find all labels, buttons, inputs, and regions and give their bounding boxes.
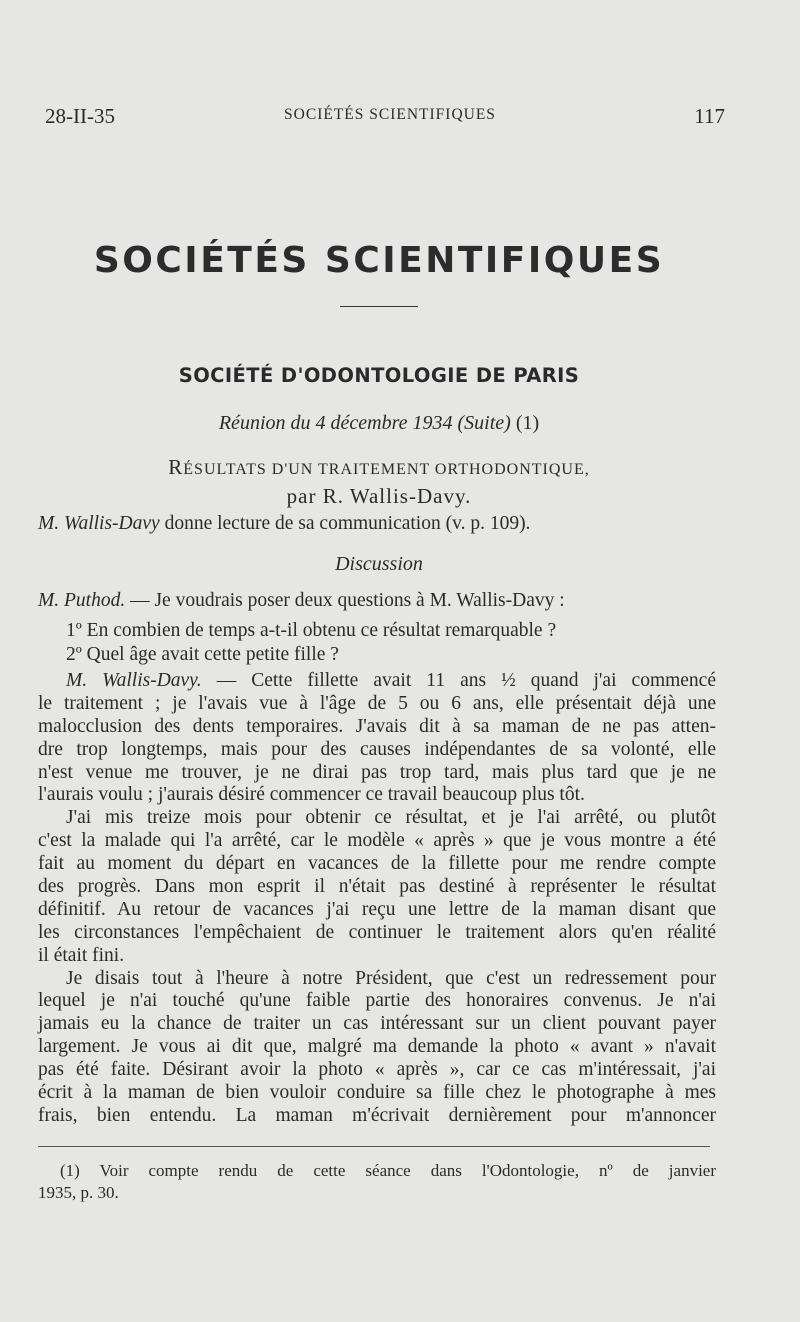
footnote-line: (1) Voir compte rendu de cette séance dans l'Odontologie, nº de janvier (60, 1161, 716, 1180)
text-line: des progrès. Dans mon esprit il n'était pas destiné à représenter le résultat (38, 876, 716, 898)
society-heading: SOCIÉTÉ D'ODONTOLOGIE DE PARIS (178, 364, 580, 387)
question-intro-text: — Je voudrais poser deux questions à M. Wallis-Davy : (130, 590, 565, 611)
text-line: largement. Je vous ai dit que, malgré ma demande la photo « avant » n'avait (38, 1036, 716, 1058)
communication-text: donne lecture de sa communication (v. p. 109). (164, 513, 531, 534)
question-intro (38, 589, 716, 612)
text-line: définitif. Au retour de vacances j'ai reçu une lettre de la maman disant que (38, 898, 716, 920)
text-line: il était fini. (38, 944, 125, 966)
communication-line (38, 512, 716, 535)
title-initial: R (168, 455, 184, 479)
discussion-heading: Discussion (335, 553, 423, 575)
paper-title (0, 454, 758, 509)
text-line: le traitement ; je l'avais vue à l'âge de 5 ou 6 ans, elle présentait déjà une (38, 692, 716, 714)
header-section: SOCIÉTÉS SCIENTIFIQUES (284, 106, 496, 123)
speaker-name: M. Puthod. (38, 590, 126, 611)
text-line: lequel je n'ai touché qu'une faible partie des honoraires convenus. Je n'ai (38, 990, 716, 1012)
speaker-name: M. Wallis-Davy. (66, 670, 202, 691)
text-line: dre trop longtemps, mais pour des causes indépendantes de sa volonté, elle (38, 738, 716, 760)
text-line: c'est la malade qui l'a arrêté, car le modèle « après » que je vous montre a été (38, 830, 716, 852)
meeting-date: Réunion du 4 décembre 1934 (218, 412, 453, 434)
text-line: fait au moment du départ en vacances de la fillette pour me rendre compte (38, 853, 716, 875)
text-line: les circonstances l'empêchaient de continuer le traitement alors qu'en réalité (38, 921, 716, 943)
question-2: 2º Quel âge avait cette petite fille ? (66, 644, 339, 665)
page-number: 117 (694, 104, 725, 128)
paper-author: par R. Wallis-Davy. (286, 484, 472, 508)
footnote-divider (38, 1146, 710, 1147)
text-line: frais, bien entendu. La maman m'écrivait dernièrement pour m'annoncer (38, 1104, 716, 1126)
running-head (45, 104, 735, 130)
footnote-line: 1935, p. 30. (38, 1183, 119, 1202)
speaker-name: M. Wallis-Davy (38, 513, 160, 534)
answer-text (38, 670, 716, 1128)
footnote (38, 1160, 716, 1204)
meeting-suite: (Suite) (457, 412, 511, 434)
text-line: écrit à la maman de bien vouloir conduire sa fille chez le photographe à mes (38, 1082, 716, 1104)
text-line: n'est venue me trouver, je ne dirai pas trop tard, mais plus tard que je ne (38, 761, 716, 783)
text-line: l'aurais voulu ; j'aurais désiré commencer ce travail beaucoup plus tôt. (38, 784, 585, 806)
answer-first-line: M. Wallis-Davy. — Cette fillette avait 11 ans ½ quand j'ai commencé (66, 670, 716, 691)
question-1: 1º En combien de temps a-t-il obtenu ce résultat remarquable ? (66, 620, 557, 641)
footnote-ref: (1) (515, 412, 540, 434)
text-line: jamais eu la chance de traiter un cas intéressant sur un client pouvant payer (38, 1013, 716, 1035)
title-divider (340, 306, 418, 307)
meeting-line (0, 412, 758, 435)
page-title: SOCIÉTÉS SCIENTIFIQUES (93, 240, 665, 281)
title-rest: ÉSULTATS D'UN TRAITEMENT ORTHODONTIQUE, (183, 461, 590, 478)
text-line: Je disais tout à l'heure à notre Président, que c'est un redressement pour (66, 967, 716, 989)
header-date: 28-II-35 (45, 104, 115, 128)
text-line: pas été faite. Désirant avoir la photo « après », car ce cas m'intéressait, j'ai (38, 1059, 716, 1081)
text-line: malocclusion des dents temporaires. J'avais dit à sa maman de ne pas atten- (38, 715, 716, 737)
text-line: J'ai mis treize mois pour obtenir ce résultat, et je l'ai arrêté, ou plutôt (66, 807, 716, 829)
